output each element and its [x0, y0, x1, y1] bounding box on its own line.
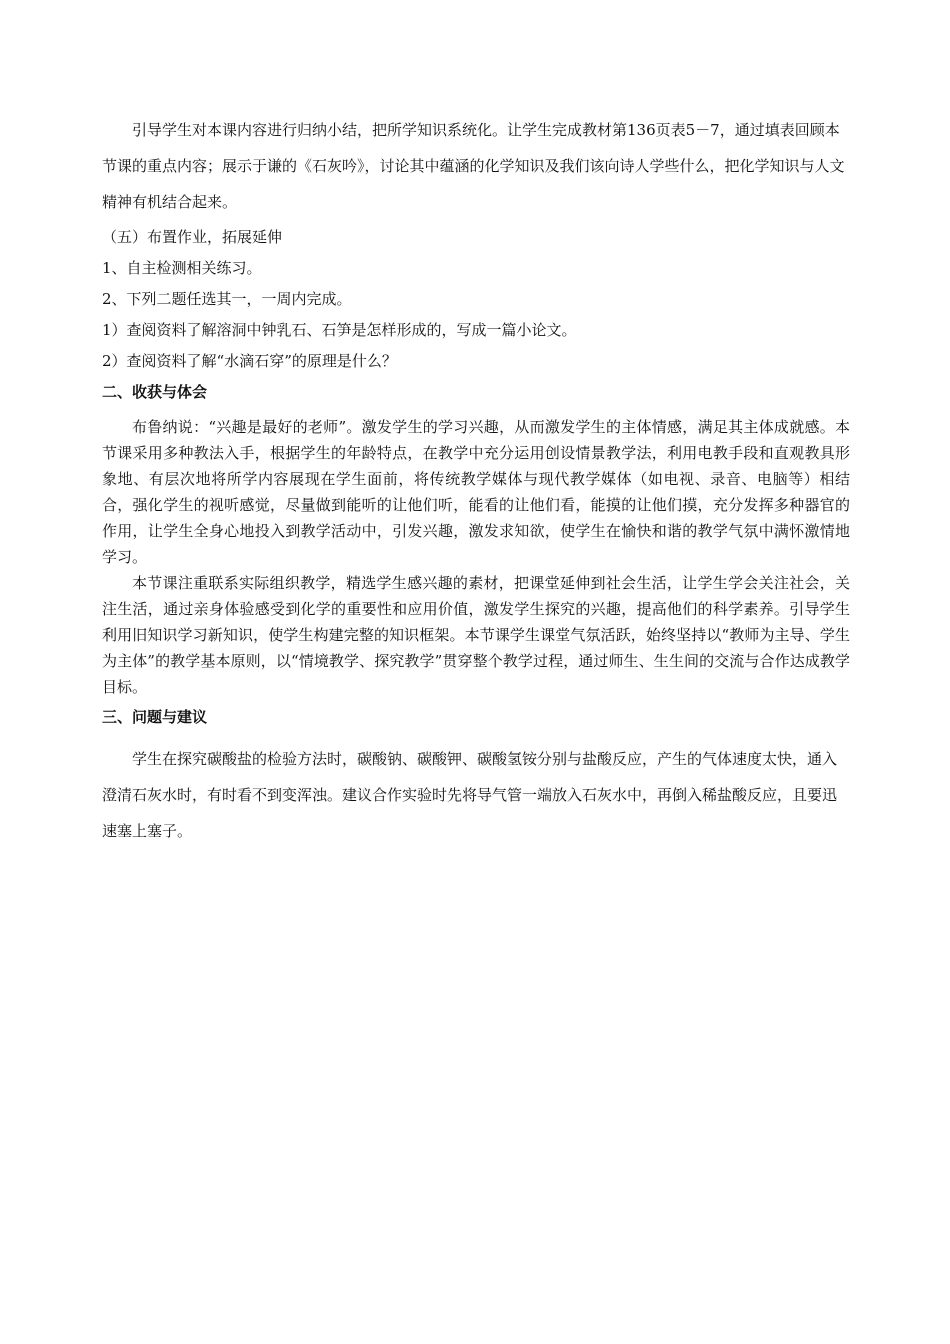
homework-item-1: 1、自主检测相关练习。: [102, 259, 262, 277]
gains-paragraph-1: 布鲁纳说：“兴趣是最好的老师”。激发学生的学习兴趣，从而激发学生的主体情感，满足其主体成就感。本节课采用多种教法入手，根据学生的年龄特点，在教学中充分运用创设情景教学法，利用电教手段和直观教具形象地、有层次地将所学内容展现在学生面前，将传统教学媒体与现代教学媒体（如电视、录音、电脑等）相结合，强化学生的视听感觉，尽量做到能听的让他们听，能看的让他们看，能摸的让他们摸，充分发挥多种器官的作用，让学生全身心地投入到教学活动中，引发兴趣，激发求知欲，使学生在愉快和谐的教学气氛中满怀激情地学习。: [102, 418, 850, 566]
spacer: [102, 733, 850, 741]
document-page: [102, 112, 850, 849]
summary-paragraph: 引导学生对本课内容进行归纳小结，把所学知识系统化。让学生完成教材第136页表5－7，通过填表回顾本节课的重点内容；展示于谦的《石灰吟》，讨论其中蕴涵的化学知识及我们该向诗人学些什么，把化学知识与人文精神有机结合起来。: [102, 121, 845, 211]
homework-sub-item-2: 2）查阅资料了解“水滴石穿”的原理是什么？: [102, 352, 397, 370]
gains-paragraph-2: 本节课注重联系实际组织教学，精选学生感兴趣的素材，把课堂延伸到社会生活，让学生学会关注社会，关注生活，通过亲身体验感受到化学的重要性和应用价值，激发学生探究的兴趣，提高他们的科学素养。引导学生利用旧知识学习新知识，使学生构建完整的知识框架。本节课学生课堂气氛活跃，始终坚持以“教师为主导、学生为主体”的教学基本原则，以“情境教学、探究教学”贯穿整个教学过程，通过师生、生生间的交流与合作达成教学目标。: [102, 574, 850, 696]
issues-paragraph: 学生在探究碳酸盐的检验方法时，碳酸钠、碳酸钾、碳酸氢铵分别与盐酸反应，产生的气体速度太快，通入澄清石灰水时，有时看不到变浑浊。建议合作实验时先将导气管一端放入石灰水中，再倒入稀盐酸反应，且要迅速塞上塞子。: [102, 750, 838, 840]
section-heading-issues: 三、问题与建议: [102, 708, 208, 726]
homework-sub-item-1: 1）查阅资料了解溶洞中钟乳石、石笋是怎样形成的，写成一篇小论文。: [102, 321, 577, 339]
section-heading-gains: 二、收获与体会: [102, 383, 208, 401]
homework-title: （五）布置作业，拓展延伸: [102, 228, 283, 246]
homework-item-2: 2、下列二题任选其一，一周内完成。: [102, 290, 352, 308]
